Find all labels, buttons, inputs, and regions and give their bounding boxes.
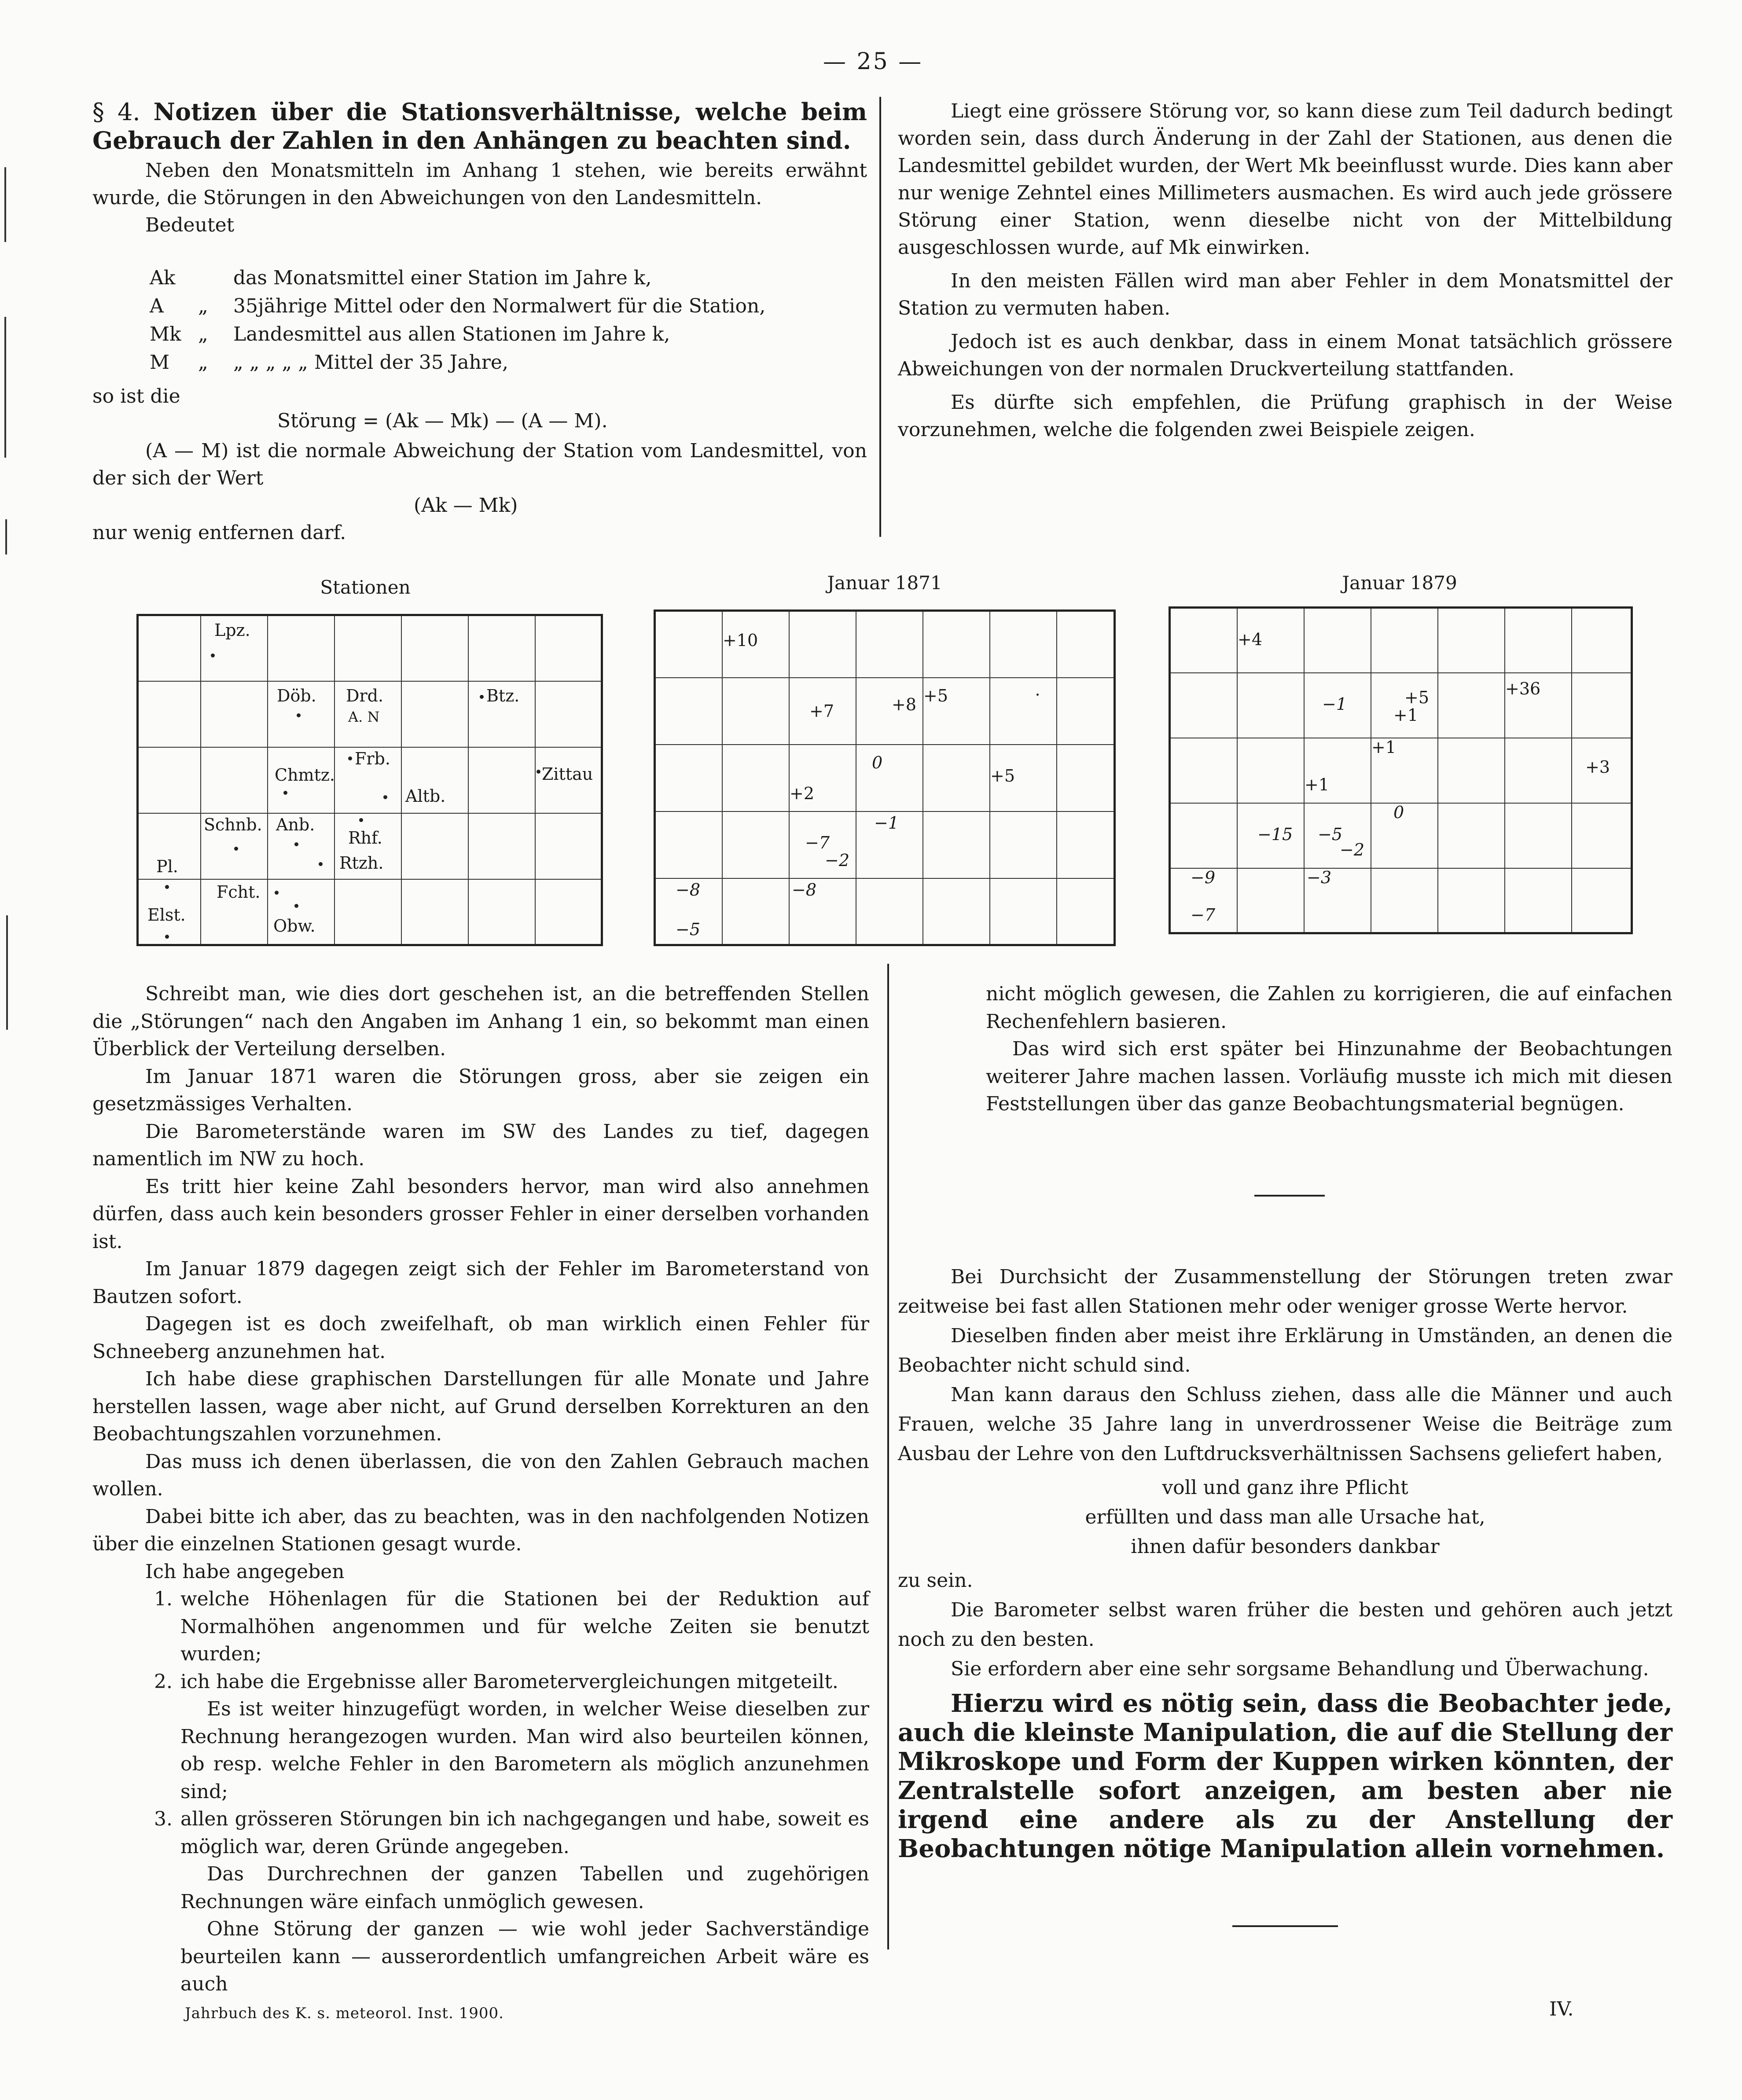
station-label: Obw. (273, 916, 316, 936)
signature-mark: IV. (1549, 1998, 1574, 2020)
disturbance-value: −15 (1257, 824, 1293, 844)
margin-mark (4, 317, 6, 458)
ditto-mark: „ (198, 351, 208, 374)
station-label: Rtzh. (339, 853, 384, 873)
disturbance-value: −9 (1191, 867, 1216, 887)
ditto-mark: „ (198, 295, 208, 317)
disturbance-value: −8 (676, 880, 701, 899)
paragraph: (A — M) ist die normale Abweichung der Station vom Landesmittel, von der sich der Wert (92, 440, 867, 489)
station-label: Schnb. (204, 815, 262, 834)
paragraph: Das wird sich erst später bei Hinzunahme der Beobachtungen weiterer Jahre machen lassen. Vorläufig musste ich mich mit diesen Feststellungen über das ganze Beobachtungsmaterial begnügen. (986, 1038, 1672, 1115)
disturbance-value: +7 (809, 701, 834, 721)
footer-citation: Jahrbuch des K. s. meteorol. Inst. 1900. (185, 2005, 504, 2022)
diagram-title-jan1879: Januar 1879 (1342, 572, 1457, 594)
symbol: M (150, 351, 170, 374)
paragraph: Im Januar 1879 dagegen zeigt sich der Fehler im Barometerstand von Bautzen sofort. (92, 1258, 869, 1308)
disturbance-value: +2 (790, 783, 815, 803)
disturbance-value: +36 (1505, 679, 1541, 698)
station-label: Anb. (276, 815, 315, 834)
disturbance-value: 0 (1393, 802, 1404, 822)
station-dot (359, 818, 363, 822)
paragraph: nicht möglich gewesen, die Zahlen zu korrigieren, die auf einfachen Rechenfehlern basieren. (986, 983, 1672, 1033)
station-dot (234, 847, 238, 851)
station-dot (480, 695, 484, 699)
diagram-title-jan1871: Januar 1871 (827, 572, 942, 594)
station-label: Frb. (355, 749, 390, 768)
paragraph: so ist die (92, 385, 180, 408)
definition-text: „ „ „ „ „ Mittel der 35 Jahre, (233, 351, 508, 374)
definition-row (150, 349, 765, 377)
numbered-item (92, 1668, 869, 1696)
disturbance-value: −8 (792, 880, 817, 899)
formula: Störung = (Ak — Mk) — (A — M). (277, 410, 608, 432)
diagram-title-stations: Stationen (320, 576, 411, 598)
disturbance-value: −5 (1318, 824, 1343, 844)
column-divider-top (879, 97, 881, 537)
paragraph: Dagegen ist es doch zweifelhaft, ob man wirklich einen Fehler für Schneeberg anzunehmen hat. (92, 1313, 869, 1363)
right-top-column (898, 98, 1672, 444)
section-heading (92, 98, 867, 154)
page-number: — 25 — (823, 48, 923, 75)
disturbance-value: −3 (1307, 867, 1332, 887)
numbered-item (92, 1586, 869, 1668)
station-dot (275, 891, 279, 895)
disturbance-value: +10 (723, 631, 758, 650)
paragraph: In den meisten Fällen wird man aber Fehler in dem Monatsmittel der Station zu vermuten haben. (898, 270, 1672, 319)
ditto-mark: „ (198, 323, 208, 345)
ditto-mark (198, 264, 233, 292)
left-bottom-column (92, 980, 869, 1998)
disturbance-value: +1 (1305, 775, 1330, 794)
station-label: Lpz. (214, 620, 250, 640)
station-dot (383, 795, 387, 799)
disturbance-value: +5 (990, 766, 1015, 786)
station-label: Elst. (147, 905, 186, 925)
station-label: Döb. (277, 686, 316, 705)
item-text: welche Höhenlagen für die Stationen bei der Reduktion auf Normalhöhen angenommen und für welche Zeiten sie benutzt wurden; (180, 1588, 869, 1665)
item-number: 2. (154, 1670, 173, 1693)
station-dot (294, 842, 298, 846)
paragraph: zu sein. (898, 1569, 973, 1592)
disturbance-value: −7 (805, 833, 830, 852)
disturbance-value: +5 (923, 686, 948, 705)
disturbance-value: +4 (1238, 630, 1263, 649)
station-label: Rhf. (348, 828, 382, 848)
disturbance-value: 0 (872, 753, 883, 772)
section-number: § 4. (92, 98, 140, 126)
right-bottom-column (898, 980, 1672, 1118)
disturbance-value: +8 (892, 694, 917, 714)
station-dot (294, 904, 298, 908)
station-dot (537, 770, 540, 774)
disturbance-value: +1 (1371, 737, 1397, 757)
item-number: 3. (154, 1808, 173, 1830)
station-dot (165, 935, 169, 939)
centered-line: ihnen dafür besonders dankbar (1131, 1535, 1440, 1558)
left-top-column (92, 98, 867, 239)
symbol: Ak (150, 267, 176, 289)
paragraph: Ich habe angegeben (145, 1560, 345, 1583)
numbered-item (92, 1806, 869, 1861)
paragraph: nur wenig entfernen darf. (92, 521, 346, 544)
disturbance-value: +5 (1404, 687, 1430, 707)
paragraph: Neben den Monatsmitteln im Anhang 1 stehen, wie bereits erwähnt wurde, die Störungen in den Abweichungen von den Landesmitteln. (92, 159, 867, 209)
paragraph: Die Barometer selbst waren früher die besten und gehören auch jetzt noch zu den besten. (898, 1599, 1672, 1651)
symbol: A (150, 295, 164, 317)
paragraph: Es dürfte sich empfehlen, die Prüfung graphisch in der Weise vorzunehmen, welche die folgenden zwei Beispiele zeigen. (898, 391, 1672, 441)
station-label: Pl. (156, 856, 178, 876)
centered-lines (898, 1473, 1672, 1561)
disturbance-value: +3 (1585, 757, 1610, 777)
paragraph: Das Durchrechnen der ganzen Tabellen und zugehörigen Rechnungen wäre einfach unmöglich gewesen. (180, 1863, 869, 1913)
station-label: Chmtz. (275, 765, 335, 785)
paragraph: Dieselben finden aber meist ihre Erklärung in Umständen, an denen die Beobachter nicht schuld sind. (898, 1325, 1672, 1377)
jan1879-grid (1169, 606, 1633, 934)
paragraph: Es tritt hier keine Zahl besonders hervor, man wird also annehmen dürfen, dass auch kein besonders grosser Fehler in einer derselben vorhanden ist. (92, 1175, 869, 1253)
station-label: Btz. (486, 686, 520, 705)
paragraph: Das muss ich denen überlassen, die von den Zahlen Gebrauch machen wollen. (92, 1450, 869, 1500)
station-dot (165, 885, 169, 889)
disturbance-value: +1 (1393, 705, 1419, 725)
station-label: Fcht. (217, 882, 261, 902)
paragraph: Es ist weiter hinzugefügt worden, in welcher Weise dieselben zur Rechnung herangezogen wurden. Man wird also beurteilen können, ob resp. welche Fehler in den Barometern als möglich anzunehmen sind; (180, 1698, 869, 1803)
formula: (Ak — Mk) (414, 494, 518, 517)
definition-row (150, 320, 765, 349)
column-divider-bottom (887, 964, 889, 1949)
margin-mark (6, 915, 8, 1030)
station-dot (211, 653, 215, 657)
end-rule (1232, 1925, 1338, 1927)
station-label: A. N (348, 708, 380, 725)
right-bottom-column-cont (898, 1262, 1672, 1863)
centered-line: erfüllten und dass man alle Ursache hat, (1085, 1506, 1485, 1528)
left-top-column-cont (92, 383, 867, 547)
symbol: Mk (150, 323, 181, 345)
station-dot (348, 756, 352, 760)
paragraph: Dabei bitte ich aber, das zu beachten, was in den nachfolgenden Notizen über die einzelnen Stationen gesagt wurde. (92, 1505, 869, 1555)
stations-grid (136, 614, 603, 946)
paragraph: Im Januar 1871 waren die Störungen gross, aber sie zeigen ein gesetzmässiges Verhalten. (92, 1065, 869, 1115)
paragraph: Ohne Störung der ganzen — wie wohl jeder Sachverständige beurteilen kann — ausserordentlich umfangreichen Arbeit wäre es auch (180, 1918, 869, 1995)
margin-mark (5, 519, 7, 554)
item-text: allen grösseren Störungen bin ich nachgegangen und habe, soweit es möglich war, deren Gründe angegeben. (180, 1808, 869, 1858)
definitions-list (150, 264, 765, 377)
disturbance-value: −1 (874, 813, 899, 833)
station-label: Altb. (405, 786, 446, 806)
disturbance-value: −5 (676, 919, 701, 939)
bold-paragraph: Hierzu wird es nötig sein, dass die Beobachter jede, auch die kleinste Manipulation, die auf die Stellung der Mikroskope und Form der Kuppen wirken könnten, der Zentralstelle sofort anzeigen, am besten aber nie irgend eine andere als zu der Anstellung der Beobachtungen nötige Manipulation allein vornehmen. (898, 1689, 1672, 1863)
margin-mark (4, 167, 6, 242)
centered-line: voll und ganz ihre Pflicht (1162, 1476, 1408, 1499)
paragraph: Bedeutet (145, 214, 235, 236)
separator-rule (1254, 1195, 1325, 1197)
paragraph: Man kann daraus den Schluss ziehen, dass alle die Männer und auch Frauen, welche 35 Jahre lang in unverdrossener Weise die Beiträge zum Ausbau der Lehre von den Luftdrucksverhältnissen Sachsens geliefert haben, (898, 1384, 1672, 1465)
jan1871-grid (654, 609, 1116, 946)
paragraph: Sie erfordern aber eine sehr sorgsame Behandlung und Überwachung. (951, 1658, 1649, 1680)
paragraph: Jedoch ist es auch denkbar, dass in einem Monat tatsächlich grössere Abweichungen von der normalen Druckverteilung stattfanden. (898, 330, 1672, 380)
paragraph: Ich habe diese graphischen Darstellungen für alle Monate und Jahre herstellen lassen, wage aber nicht, auf Grund derselben Korrekturen an den Beobachtungszahlen vorzunehmen. (92, 1368, 869, 1445)
paragraph: Schreibt man, wie dies dort geschehen ist, an die betreffenden Stellen die „Störungen“ nach den Angaben im Anhang 1 ein, so bekommt man einen Überblick der Verteilung derselben. (92, 983, 869, 1060)
item-number: 1. (154, 1588, 173, 1610)
definition-row (150, 292, 765, 320)
paragraph: Die Barometerstände waren im SW des Landes zu tief, dagegen namentlich im NW zu hoch. (92, 1120, 869, 1170)
paragraph: Liegt eine grössere Störung vor, so kann diese zum Teil dadurch bedingt worden sein, dass durch Änderung in der Zahl der Stationen, aus denen die Landesmittel gebildet wurden, der Wert Mk beeinflusst wurde. Dies kann aber nur wenige Zehntel eines Millimeters ausmachen. Es wird auch jede grössere Störung einer Station, wenn dieselbe nicht von der Mittelbildung ausgeschlossen wurde, auf Mk einwirken. (898, 100, 1672, 259)
paragraph: Bei Durchsicht der Zusammenstellung der Störungen treten zwar zeitweise bei fast allen Stationen mehr oder weniger grosse Werte hervor. (898, 1266, 1672, 1318)
definition-text: das Monatsmittel einer Station im Jahre k, (233, 267, 652, 289)
definition-row (150, 264, 765, 292)
marker-dot (1036, 694, 1039, 696)
station-label: Zittau (542, 764, 593, 784)
station-dot (283, 791, 287, 795)
station-dot (319, 862, 323, 866)
definition-text: Landesmittel aus allen Stationen im Jahre k, (233, 323, 670, 345)
disturbance-value: −2 (825, 850, 850, 870)
section-title: Notizen über die Stationsverhältnisse, welche beim Gebrauch der Zahlen in den Anhängen zu beachten sind. (92, 98, 867, 154)
disturbance-value: −2 (1340, 840, 1365, 859)
item-text: ich habe die Ergebnisse aller Barometervergleichungen mitgeteilt. (180, 1670, 838, 1693)
disturbance-value: −1 (1322, 694, 1347, 714)
station-dot (297, 713, 301, 717)
station-label: Drd. (346, 686, 384, 705)
disturbance-value: −7 (1191, 905, 1216, 925)
definition-text: 35jährige Mittel oder den Normalwert für die Station, (233, 295, 766, 317)
